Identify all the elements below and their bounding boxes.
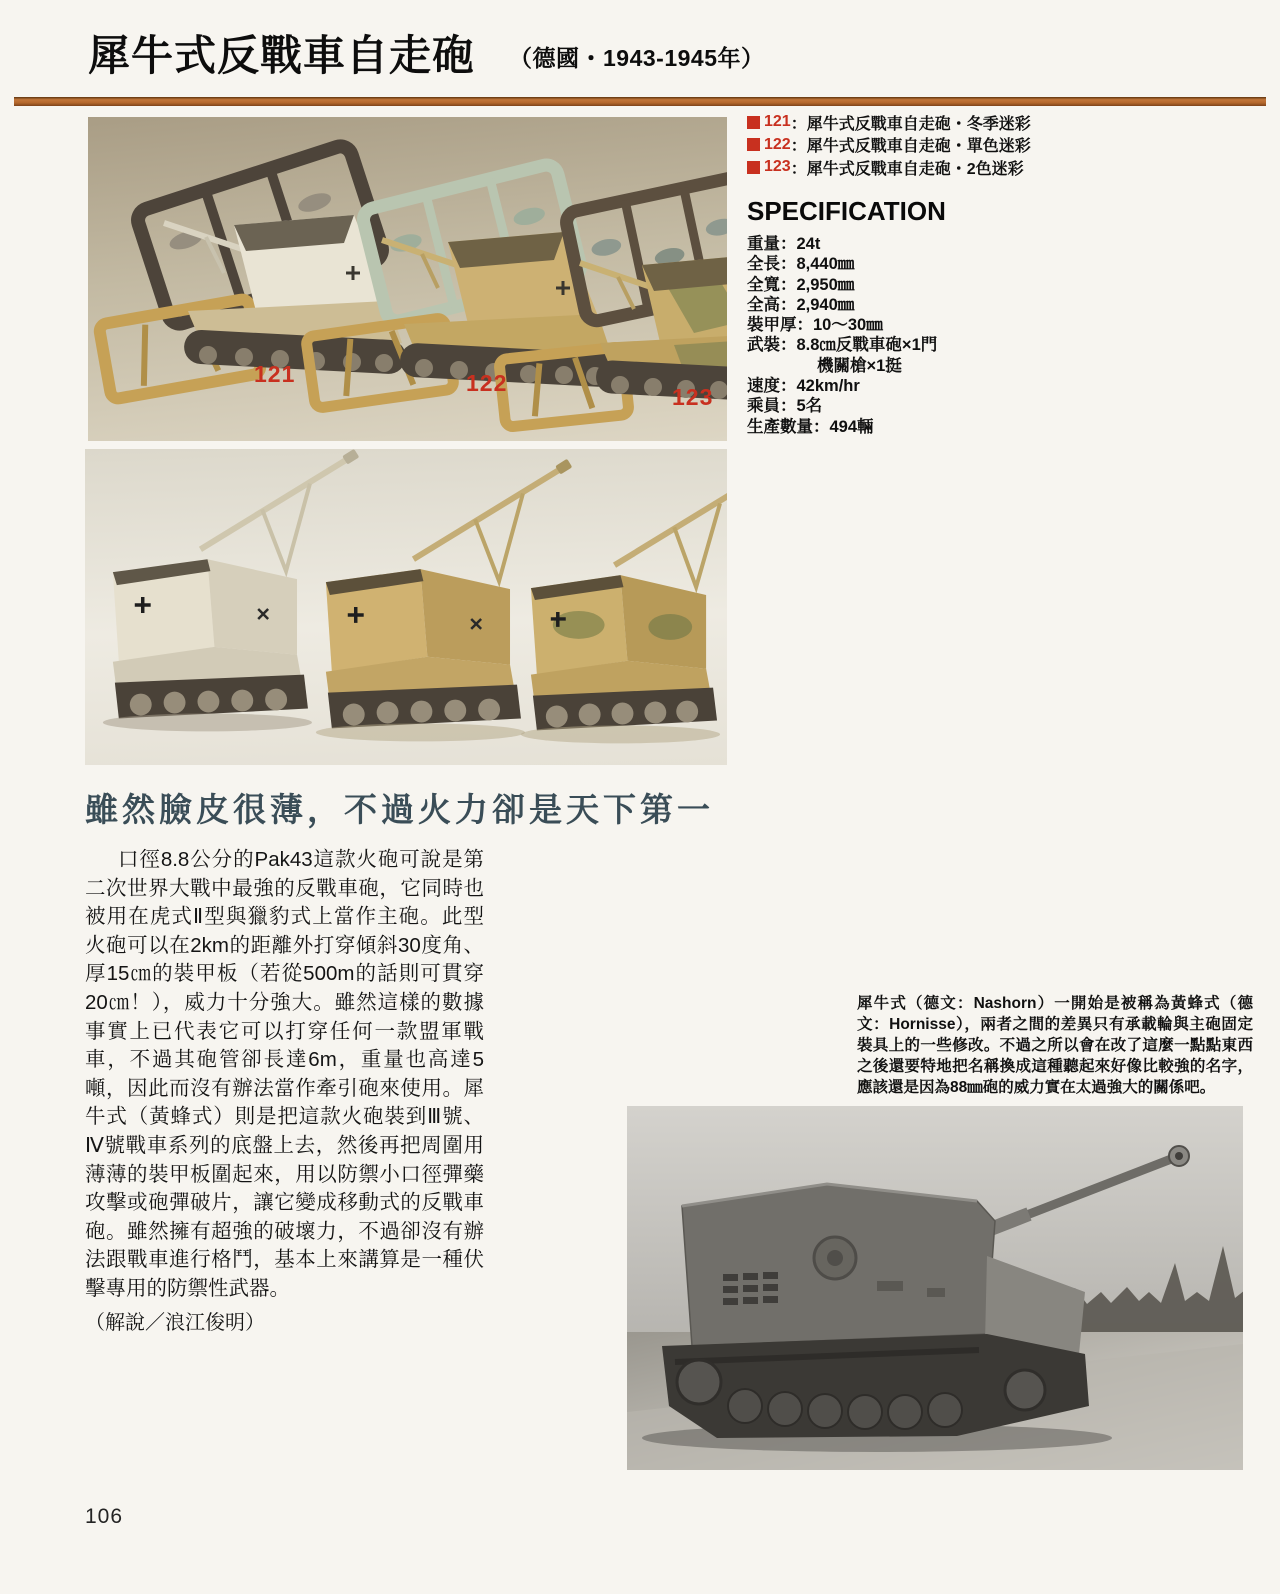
kit-number-121: 121 — [254, 361, 296, 387]
model-kits-photo — [88, 117, 727, 441]
article-byline: （解說／浪江俊明） — [85, 1311, 265, 1334]
specification-heading: SPECIFICATION — [747, 196, 946, 226]
spec-row-armor: 裝甲厚：10～30㎜ — [747, 316, 883, 335]
photo-caption: 犀牛式（德文：Nashorn）一開始是被稱為黃蜂式（德文：Hornisse），兩者之間的差異只有承載輪與主砲固定裝具上的一些修改。不過之所以會在改了這麼一點點東西之後還要特地把名稱換成這種聽起來好像比較強的名字，應該還是因為88㎜砲的威力實在太過強大的關係吧。 — [857, 995, 1253, 1096]
spec-row-armament: 武裝：8.8㎝反戰車砲×1門 — [747, 336, 938, 355]
article-headline: 雖然臉皮很薄，不過火力卻是天下第一 — [85, 791, 714, 828]
kit-list-item — [747, 134, 1031, 157]
article-body-column — [85, 846, 484, 1335]
built-models-photo — [85, 449, 727, 765]
spec-row-speed: 速度：42km/hr — [747, 377, 860, 396]
specification-panel — [747, 196, 1127, 437]
built-models-illustration — [85, 449, 727, 765]
kit-list-label: ：犀牛式反戰車自走砲・單色迷彩 — [790, 138, 1031, 156]
kit-number-122: 122 — [466, 370, 508, 396]
spec-row-crew: 乘員：5名 — [747, 397, 823, 416]
kit-list-number: 122 — [764, 135, 791, 153]
page-number: 106 — [85, 1505, 124, 1528]
built-model-winter — [103, 449, 359, 731]
item-bullet-icon — [747, 138, 760, 151]
spec-row-weight: 重量：24t — [747, 235, 821, 253]
item-bullet-icon — [747, 161, 760, 174]
kit-list-number: 123 — [764, 158, 791, 176]
spec-row-length: 全長：8,440㎜ — [747, 255, 855, 274]
spec-row-width: 全寬：2,950㎜ — [747, 275, 855, 294]
item-bullet-icon — [747, 116, 760, 129]
kit-list-item — [747, 111, 1031, 134]
page-subtitle: （德國・1943-1945年） — [509, 45, 765, 72]
kit-number-123: 123 — [672, 384, 714, 410]
kit-list-label: ：犀牛式反戰車自走砲・2色迷彩 — [790, 160, 1024, 178]
page-title: 犀牛式反戰車自走砲 — [88, 32, 476, 79]
kit-list-label: ：犀牛式反戰車自走砲・冬季迷彩 — [790, 115, 1031, 133]
article-body: 口徑8.8公分的Pak43這款火砲可說是第二次世界大戰中最強的反戰車砲，它同時也被用在虎式Ⅱ型與獵豹式上當作主砲。此型火砲可以在2km的距離外打穿傾斜30度角、厚15㎝的裝甲板（若從500m的話則可貫穿20㎝！），威力十分強大。雖然這樣的數據事實上已代表它可以打穿任何一款盟軍戰車，不過其砲管卻長達6m，重量也高達5噸，因此而沒有辦法當作牽引砲來使用。犀牛式（黃蜂式）則是把這款火砲裝到Ⅲ號、Ⅳ號戰車系列的底盤上去，然後再把周圍用薄薄的裝甲板圍起來，用以防禦小口徑彈藥攻擊或砲彈破片，讓它變成移動式的反戰車砲。雖然擁有超強的破壞力，不過卻沒有辦法跟戰車進行格鬥，基本上來講算是一種伏擊專用的防禦性武器。 — [85, 848, 484, 1300]
spec-row-height: 全高：2,940㎜ — [747, 295, 855, 314]
kit-list-item — [747, 156, 1031, 179]
engine-grille — [723, 1272, 778, 1305]
built-model-camo — [521, 469, 727, 744]
spec-row-armament-2: 機關槍×1挺 — [817, 356, 902, 375]
kit-list — [747, 111, 1031, 179]
model-kits-illustration — [88, 117, 727, 441]
spec-row-produced: 生產數量：494輛 — [747, 417, 874, 436]
kit-list-number: 121 — [764, 113, 791, 131]
masthead — [88, 32, 765, 80]
title-divider — [14, 97, 1266, 106]
historical-photo — [627, 1106, 1243, 1470]
kit-121-group — [99, 143, 407, 399]
historical-photo-illustration — [627, 1106, 1243, 1470]
